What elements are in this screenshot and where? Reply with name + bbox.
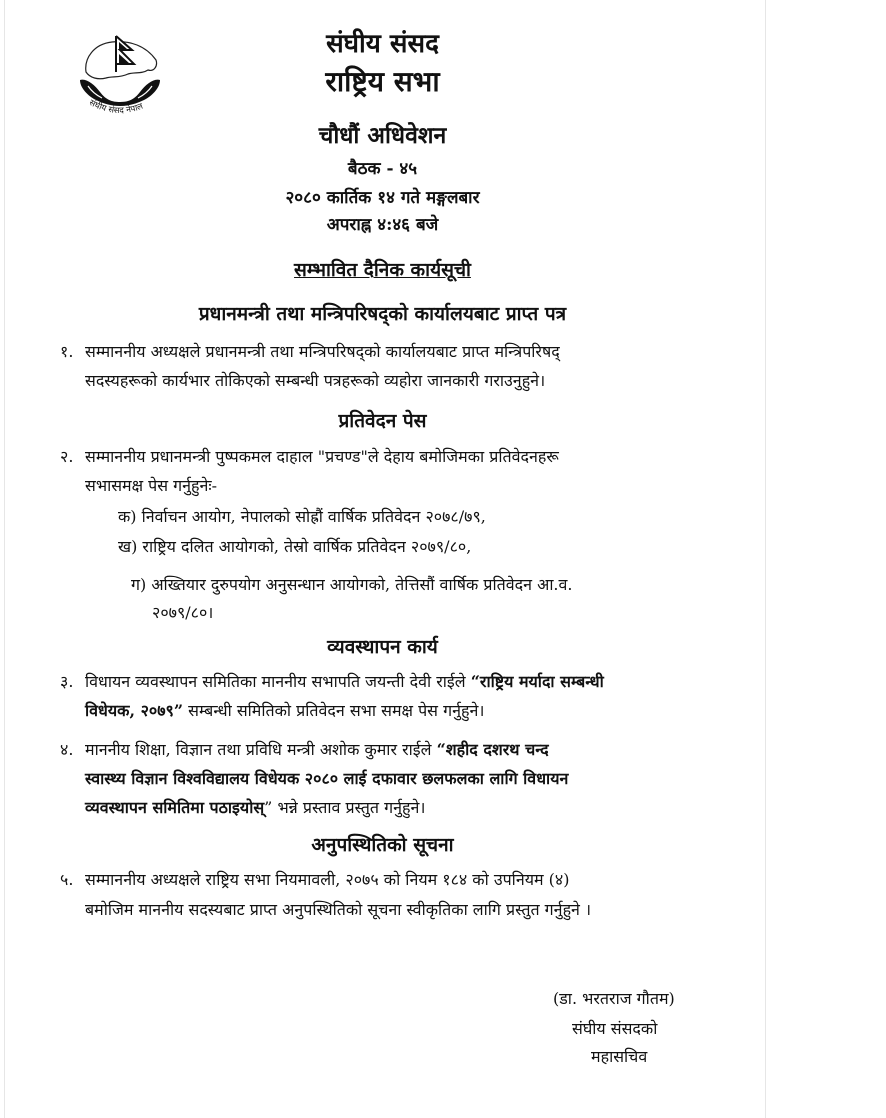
section-heading-pm-office-letter: प्रधानमन्त्री तथा मन्त्रिपरिषद्को कार्यालयबाट प्राप्त पत्र xyxy=(198,303,567,325)
signatory-title: महासचिव xyxy=(591,1047,648,1066)
item-4-number: ४. xyxy=(60,740,74,759)
item-5-number: ५. xyxy=(60,870,74,889)
item-2-line-1: सम्माननीय प्रधानमन्त्री पुष्पकमल दाहाल "प्रचण्ड"ले देहाय बमोजिमका प्रतिवेदनहरू xyxy=(85,447,559,466)
agenda-title: सम्भावित दैनिक कार्यसूची xyxy=(294,259,471,281)
svg-text:संघीय संसद नेपाल: संघीय संसद नेपाल xyxy=(87,98,145,117)
item-2-number: २. xyxy=(60,447,74,466)
header-meeting-number: बैठक - ४५ xyxy=(347,159,418,179)
item-3-line-2 xyxy=(85,703,484,719)
item-4-line-3 xyxy=(85,800,425,816)
item-3-line-1 xyxy=(85,674,604,690)
item-5-line-2: बमोजिम माननीय सदस्यबाट प्राप्त अनुपस्थितिको सूचना स्वीकृतिका लागि प्रस्तुत गर्नुहुने । xyxy=(85,900,592,919)
item-2-line-2: सभासमक्ष पेस गर्नुहुनेः- xyxy=(85,476,218,495)
item-3-line-2-text: सम्बन्धी समितिको प्रतिवेदन सभा समक्ष पेस गर्नुहुने। xyxy=(183,701,485,720)
item-4-line-1-text: माननीय शिक्षा, विज्ञान तथा प्रविधि मन्त्री अशोक कुमार राईले xyxy=(85,740,437,759)
item-3-bill-title-part-2: विधेयक, २०७९” xyxy=(85,701,184,720)
item-4-line-3-text: ” भन्ने प्रस्ताव प्रस्तुत गर्नुहुने। xyxy=(264,798,426,817)
signatory-name: (डा. भरतराज गौतम) xyxy=(553,989,675,1008)
item-5-line-1: सम्माननीय अध्यक्षले राष्ट्रिय सभा नियमावली, २०७५ को नियम १८४ को उपनियम (४) xyxy=(85,870,570,889)
item-2-sub-a: क) निर्वाचन आयोग, नेपालको सोह्रौं वार्षिक प्रतिवेदन २०७८/७९, xyxy=(118,507,486,526)
item-4-line-1 xyxy=(85,742,549,758)
signatory-organization: संघीय संसदको xyxy=(572,1019,658,1038)
section-heading-legislative-business: व्यवस्थापन कार्य xyxy=(327,636,438,658)
header-date: २०८० कार्तिक १४ गते मङ्गलबार xyxy=(285,188,480,208)
section-heading-report-submission: प्रतिवेदन पेस xyxy=(338,410,427,432)
item-2-sub-c-line-2: २०७९/८०। xyxy=(152,603,214,622)
header-title-parliament: संघीय संसद xyxy=(326,29,439,59)
item-1-line-1: सम्माननीय अध्यक्षले प्रधानमन्त्री तथा मन्त्रिपरिषद्को कार्यालयबाट प्राप्त मन्त्रिपरिषद् xyxy=(85,342,560,361)
item-2-sub-c-line-1: ग) अख्तियार दुरुपयोग अनुसन्धान आयोगको, तेत्तिसौं वार्षिक प्रतिवेदन आ.व. xyxy=(131,575,573,594)
page-border-right xyxy=(765,0,766,1118)
item-4-bill-title-part-1: “शहीद दशरथ चन्द xyxy=(436,740,549,759)
header-title-national-assembly: राष्ट्रिय सभा xyxy=(325,65,440,98)
header-session: चौधौं अधिवेशन xyxy=(318,122,447,149)
item-1-number: १. xyxy=(60,342,74,361)
item-3-bill-title-part-1: “राष्ट्रिय मर्यादा सम्बन्धी xyxy=(470,672,604,691)
item-3-line-1-text: विधायन व्यवस्थापन समितिका माननीय सभापति जयन्ती देवी राईले xyxy=(85,672,471,691)
item-4-bill-title-part-3: व्यवस्थापन समितिमा पठाइयोस् xyxy=(85,798,265,817)
section-heading-absence-notice: अनुपस्थितिको सूचना xyxy=(311,834,454,856)
header-time: अपराह्न ४:४६ बजे xyxy=(326,215,439,235)
item-2-sub-b: ख) राष्ट्रिय दलित आयोगको, तेस्रो वार्षिक प्रतिवेदन २०७९/८०, xyxy=(118,537,472,556)
item-3-number: ३. xyxy=(60,672,74,691)
item-1-line-2: सदस्यहरूको कार्यभार तोकिएको सम्बन्धी पत्रहरूको व्यहोरा जानकारी गराउनुहुने। xyxy=(85,371,546,390)
item-4-line-2: स्वास्थ्य विज्ञान विश्वविद्यालय विधेयक २०८० लाई दफावार छलफलका लागि विधायन xyxy=(85,769,569,788)
